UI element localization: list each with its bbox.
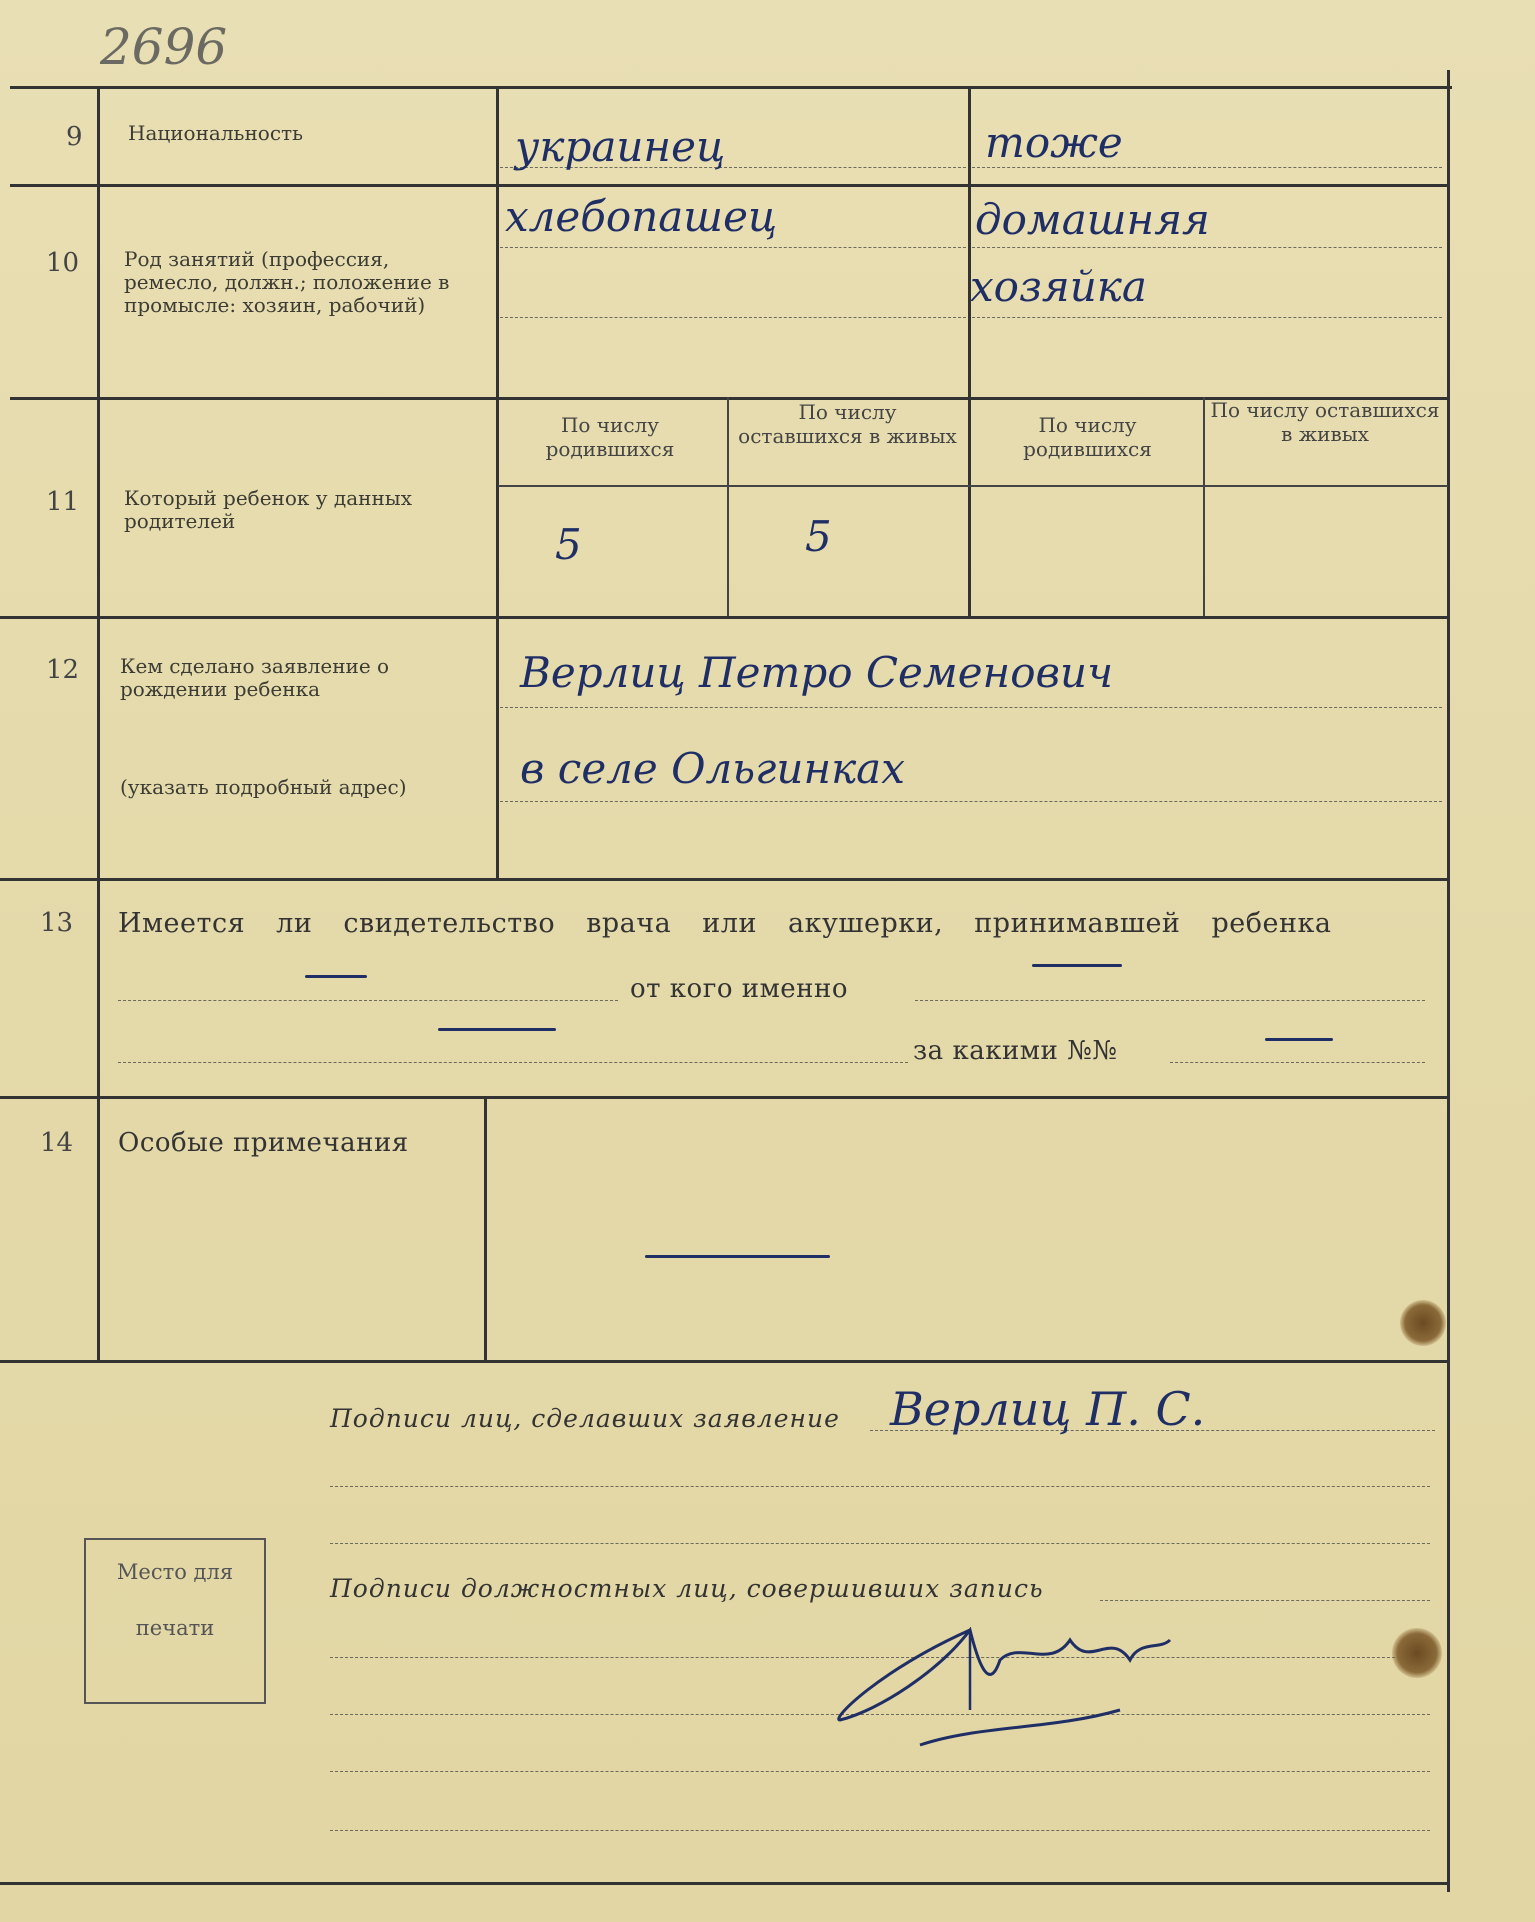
applicants-signature-label: Подписи лиц, сделавших заявление [330, 1404, 840, 1433]
frame-right-line [1447, 70, 1450, 1892]
row-11-col-born-header: По числу родившихся [545, 413, 675, 461]
row-12-number: 12 [46, 655, 80, 685]
row-9-mother-value: тоже [985, 118, 1123, 167]
stamp-place-label-1: Место для [116, 1560, 234, 1584]
dotted-line [118, 1000, 618, 1001]
row-12-label: Кем сделано заявление о рождении ребенка [120, 654, 390, 701]
row-separator [0, 616, 1450, 619]
punch-hole [1400, 1300, 1446, 1346]
label-column-line [496, 86, 499, 878]
row-10-mother-value-2: хозяйка [970, 262, 1147, 311]
row-12-address-label: (указать подробный адрес) [120, 775, 407, 799]
dotted-line [1170, 1062, 1425, 1063]
dotted-line [972, 317, 1442, 318]
row-13-from-whom: от кого именно [630, 974, 848, 1004]
ink-dash [438, 1028, 556, 1031]
stamp-place-label-2: печати [135, 1616, 215, 1640]
ink-dash [305, 975, 367, 978]
row-11-col-alive2-header: По числу оставшихся в живых [1210, 398, 1440, 446]
officials-signature [820, 1610, 1240, 1760]
row-13-number: 13 [40, 908, 74, 938]
dotted-line [1100, 1600, 1430, 1601]
row-11-alive-value: 5 [805, 512, 832, 561]
frame-top-line [10, 86, 1452, 89]
frame-bottom-line [0, 1882, 1450, 1885]
dotted-line [118, 1062, 908, 1063]
dotted-line [330, 1830, 1430, 1831]
row-13-numbers: за какими №№ [913, 1036, 1118, 1066]
dotted-line [915, 1000, 1425, 1001]
dotted-line [330, 1543, 1430, 1544]
applicants-signature: Верлиц П. С. [890, 1382, 1206, 1436]
row-separator [0, 878, 1450, 881]
archive-number: 2696 [100, 18, 228, 76]
row-9-number: 9 [66, 122, 83, 152]
row-12-address-value: в селе Ольгинках [520, 744, 905, 793]
row-10-number: 10 [46, 248, 80, 278]
subcolumn-line [727, 397, 729, 616]
row-separator [0, 1360, 1450, 1363]
ink-dash [1032, 964, 1122, 967]
subcolumn-line [1203, 397, 1205, 616]
dotted-line [500, 707, 1442, 708]
subheader-line [498, 485, 1448, 487]
row-12-applicant-value: Верлиц Петро Семенович [520, 648, 1114, 697]
row-11-number: 11 [46, 487, 80, 517]
label-column-line [484, 1096, 487, 1360]
dotted-line [330, 1486, 1430, 1487]
ink-dash [645, 1255, 830, 1258]
dotted-line [330, 1771, 1430, 1772]
row-11-col-alive-header: По числу оставшихся в живых [738, 400, 957, 448]
number-column-line [97, 86, 100, 1360]
row-11-born-value: 5 [555, 520, 582, 569]
officials-signature-label: Подписи должностных лиц, совершивших запись [330, 1574, 1044, 1603]
stamp-place-box [84, 1538, 266, 1704]
dotted-line [972, 167, 1442, 168]
row-10-father-value: хлебопашец [505, 192, 778, 241]
row-11-label: Который ребенок у данных родителей [124, 486, 412, 533]
row-separator [0, 1096, 1450, 1099]
row-14-label: Особые примечания [118, 1128, 409, 1158]
row-14-number: 14 [40, 1128, 74, 1158]
row-10-mother-value-1: домашняя [975, 195, 1210, 244]
dotted-line [500, 247, 966, 248]
row-9-label: Национальность [128, 121, 303, 145]
row-13-question: Имеется ли свидетельство врача или акушерки, принимавшей ребенка [118, 908, 1332, 939]
dotted-line [500, 801, 1442, 802]
dotted-line [972, 247, 1442, 248]
dotted-line [500, 317, 966, 318]
punch-hole [1392, 1628, 1442, 1678]
parent-column-line [968, 86, 971, 616]
row-11-col-born2-header: По числу родившихся [1023, 413, 1152, 461]
ink-dash [1265, 1038, 1333, 1041]
row-9-father-value: украинец [515, 122, 726, 171]
row-10-label: Род занятий (профессия, ремесло, должн.; положение в промысле: хозяин, рабочий) [124, 247, 450, 317]
row-separator [10, 184, 1450, 187]
